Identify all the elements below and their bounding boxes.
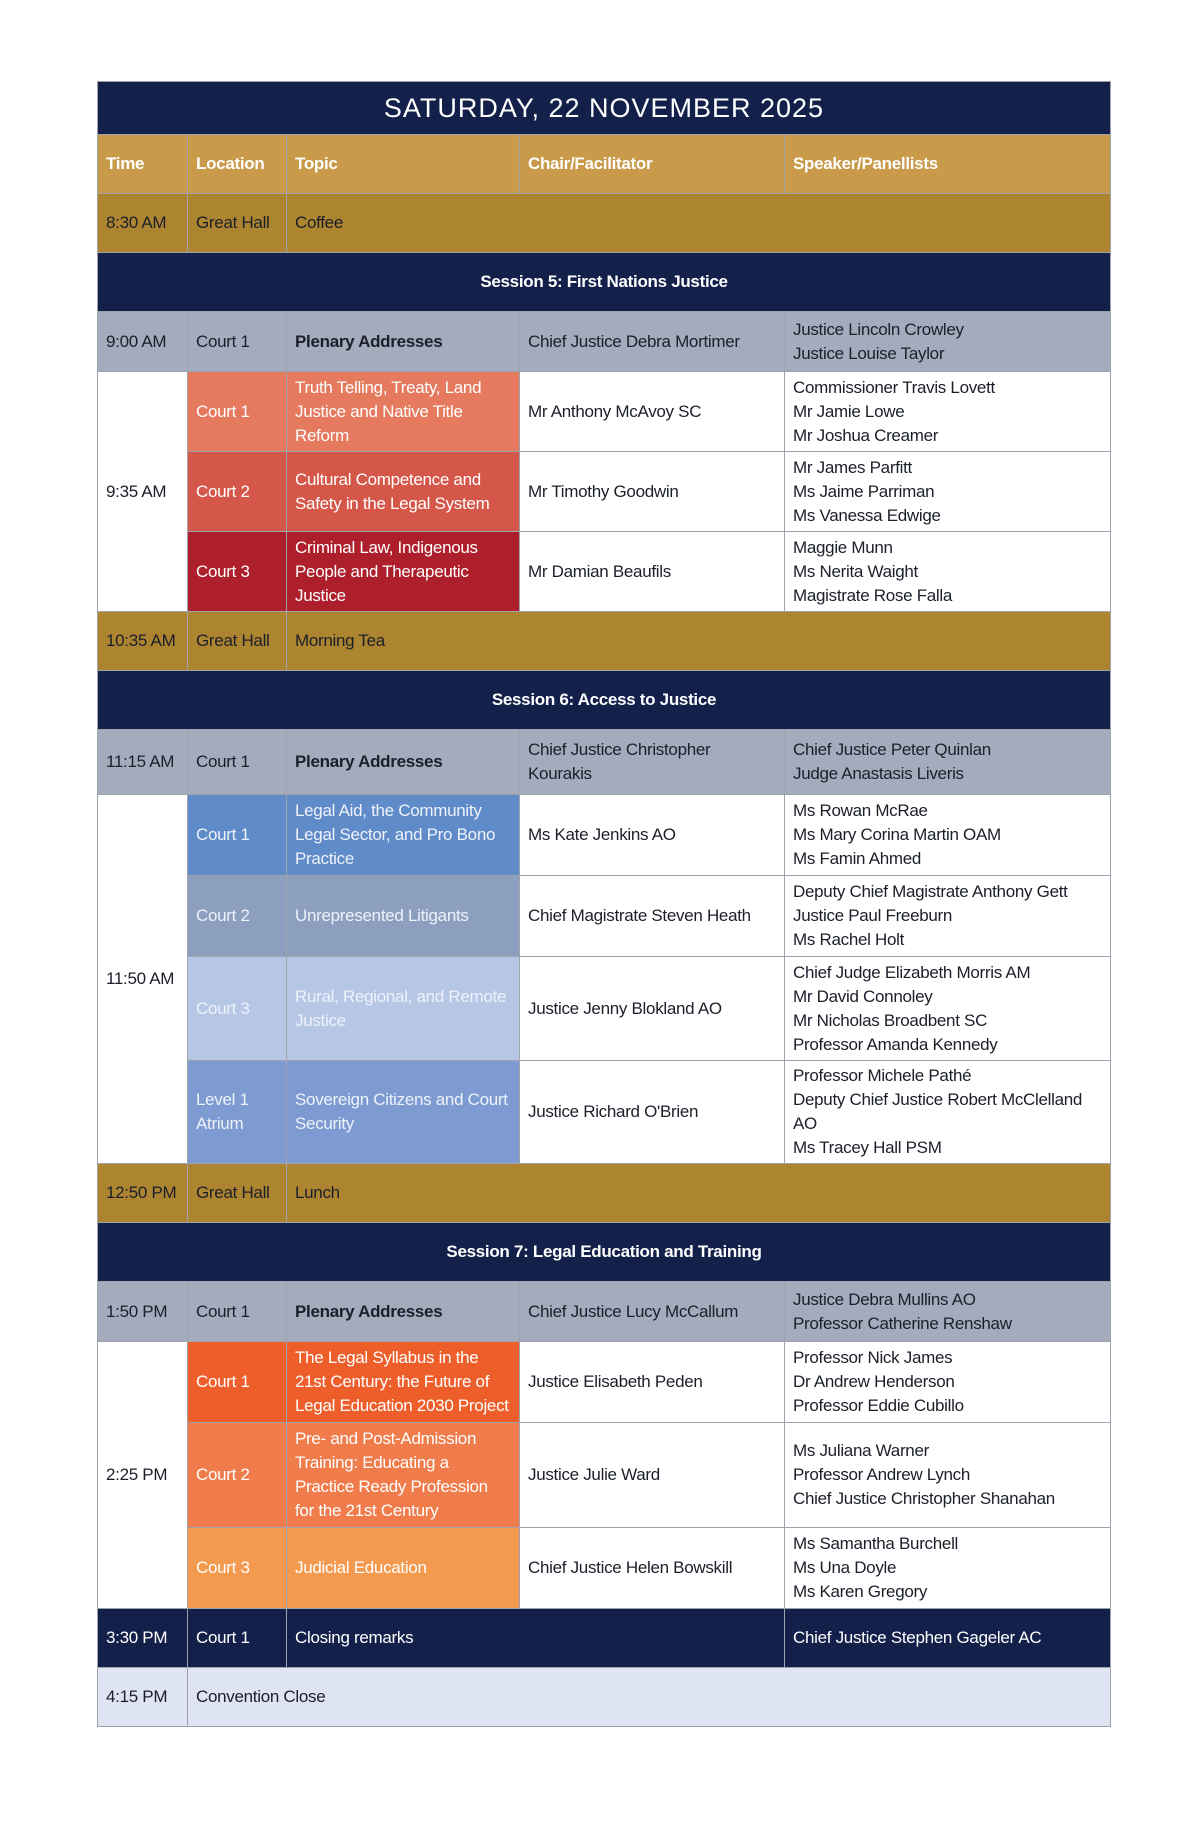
breakout-chair: Mr Timothy Goodwin — [520, 452, 785, 532]
speaker-name: Professor Andrew Lynch — [793, 1465, 971, 1484]
session7-breakout-row-2 — [98, 1423, 1111, 1528]
breakout-topic: Sovereign Citizens and Court Security — [287, 1061, 520, 1164]
speaker-name: Chief Justice Peter Quinlan — [793, 740, 991, 759]
session6-plenary-row — [98, 730, 1111, 795]
session6-header-row — [98, 671, 1111, 730]
closing-remarks-row — [98, 1609, 1111, 1668]
speaker-name: Ms Mary Corina Martin OAM — [793, 825, 1001, 844]
session5-plenary-row — [98, 312, 1111, 372]
speaker-name: Mr James Parfitt — [793, 457, 912, 477]
breakout-chair: Chief Magistrate Steven Heath — [520, 876, 785, 957]
speaker-name: Maggie Munn — [793, 537, 893, 557]
breakout-topic: Rural, Regional, and Remote Justice — [287, 957, 520, 1061]
lunch-row — [98, 1164, 1111, 1223]
speaker-name: Mr Joshua Creamer — [793, 425, 939, 445]
speaker-name: Ms Nerita Waight — [793, 561, 918, 581]
breakout-location: Court 3 — [188, 1528, 287, 1609]
breakout-location: Court 1 — [188, 795, 287, 876]
speaker-name: Professor Amanda Kennedy — [793, 1034, 998, 1054]
plenary-chair: Chief Justice Christopher Kourakis — [520, 730, 785, 795]
speaker-name: Dr Andrew Henderson — [793, 1372, 955, 1391]
plenary-chair: Chief Justice Lucy McCallum — [520, 1282, 785, 1342]
lunch-topic: Lunch — [287, 1164, 1111, 1223]
breakout-chair: Mr Damian Beaufils — [520, 532, 785, 612]
breakout-topic: Unrepresented Litigants — [287, 876, 520, 957]
closing-speaker: Chief Justice Stephen Gageler AC — [785, 1609, 1111, 1668]
column-header-location: Location — [188, 135, 287, 194]
session6-breakout-row-1 — [98, 795, 1111, 876]
session7-breakout-row-1 — [98, 1342, 1111, 1423]
speaker-name: Professor Catherine Renshaw — [793, 1313, 1012, 1333]
morning-tea-location: Great Hall — [188, 612, 287, 671]
speaker-name: Deputy Chief Justice Robert McClelland AO — [793, 1090, 1083, 1133]
plenary-speakers — [785, 730, 1111, 795]
closing-topic: Closing remarks — [287, 1609, 785, 1668]
breakout-topic: Pre- and Post-Admission Training: Educating a Practice Ready Profession for the 21st Century — [287, 1423, 520, 1528]
coffee-topic: Coffee — [287, 194, 1111, 253]
speaker-name: Justice Louise Taylor — [793, 343, 945, 363]
speaker-name: Justice Lincoln Crowley — [793, 319, 964, 339]
breakout-chair: Ms Kate Jenkins AO — [520, 795, 785, 876]
breakout-chair: Justice Richard O'Brien — [520, 1061, 785, 1164]
breakout-location: Court 1 — [188, 1342, 287, 1423]
session7-title: Session 7: Legal Education and Training — [98, 1223, 1111, 1282]
breakout-speakers — [785, 957, 1111, 1061]
speaker-name: Chief Justice Christopher Shanahan — [793, 1489, 1055, 1508]
breakout-speakers — [785, 452, 1111, 532]
breakout-speakers — [785, 1342, 1111, 1423]
session6-breakout-row-3 — [98, 957, 1111, 1061]
column-header-chair: Chair/Facilitator — [520, 135, 785, 194]
convention-close-time: 4:15 PM — [98, 1668, 188, 1727]
speaker-name: Professor Nick James — [793, 1348, 953, 1367]
session5-breakout-row-2 — [98, 452, 1111, 532]
plenary-chair: Chief Justice Debra Mortimer — [520, 312, 785, 372]
session6-title: Session 6: Access to Justice — [98, 671, 1111, 730]
lunch-time: 12:50 PM — [98, 1164, 188, 1223]
session5-header-row — [98, 253, 1111, 312]
session5-title: Session 5: First Nations Justice — [98, 253, 1111, 312]
breakout-chair: Justice Jenny Blokland AO — [520, 957, 785, 1061]
morning-tea-time: 10:35 AM — [98, 612, 188, 671]
breakout-topic: Legal Aid, the Community Legal Sector, and Pro Bono Practice — [287, 795, 520, 876]
breakout-speakers — [785, 1528, 1111, 1609]
session5-breakout-row-1 — [98, 372, 1111, 452]
speaker-name: Chief Judge Elizabeth Morris AM — [793, 962, 1031, 982]
speaker-name: Commissioner Travis Lovett — [793, 377, 995, 397]
convention-close-label: Convention Close — [188, 1668, 1111, 1727]
coffee-location: Great Hall — [188, 194, 287, 253]
plenary-time: 11:15 AM — [98, 730, 188, 795]
session7-plenary-row — [98, 1282, 1111, 1342]
speaker-name: Judge Anastasis Liveris — [793, 764, 964, 783]
breakout-topic: The Legal Syllabus in the 21st Century: the Future of Legal Education 2030 Project — [287, 1342, 520, 1423]
plenary-time: 1:50 PM — [98, 1282, 188, 1342]
speaker-name: Ms Una Doyle — [793, 1558, 897, 1577]
convention-close-row — [98, 1668, 1111, 1727]
plenary-time: 9:00 AM — [98, 312, 188, 372]
session7-breakout-row-3 — [98, 1528, 1111, 1609]
breakout-speakers — [785, 532, 1111, 612]
lunch-location: Great Hall — [188, 1164, 287, 1223]
column-header-time: Time — [98, 135, 188, 194]
morning-tea-row — [98, 612, 1111, 671]
breakout-chair: Justice Julie Ward — [520, 1423, 785, 1528]
breakout-location: Court 1 — [188, 372, 287, 452]
breakout-time: 9:35 AM — [98, 372, 188, 612]
speaker-name: Mr David Connoley — [793, 986, 933, 1006]
breakout-speakers — [785, 876, 1111, 957]
speaker-name: Ms Rowan McRae — [793, 801, 928, 820]
speaker-name: Ms Samantha Burchell — [793, 1534, 959, 1553]
plenary-speakers — [785, 1282, 1111, 1342]
session6-breakout-row-2 — [98, 876, 1111, 957]
session7-header-row — [98, 1223, 1111, 1282]
coffee-time: 8:30 AM — [98, 194, 188, 253]
plenary-speakers — [785, 312, 1111, 372]
closing-time: 3:30 PM — [98, 1609, 188, 1668]
speaker-name: Ms Vanessa Edwige — [793, 505, 941, 525]
speaker-name: Ms Juliana Warner — [793, 1441, 929, 1460]
title-row — [98, 82, 1111, 135]
breakout-speakers — [785, 1423, 1111, 1528]
speaker-name: Mr Nicholas Broadbent SC — [793, 1010, 988, 1030]
speaker-name: Mr Jamie Lowe — [793, 401, 905, 421]
closing-location: Court 1 — [188, 1609, 287, 1668]
session6-breakout-row-4 — [98, 1061, 1111, 1164]
breakout-speakers — [785, 1061, 1111, 1164]
plenary-location: Court 1 — [188, 730, 287, 795]
breakout-speakers — [785, 372, 1111, 452]
breakout-chair: Chief Justice Helen Bowskill — [520, 1528, 785, 1609]
breakout-location: Court 3 — [188, 532, 287, 612]
column-header-row — [98, 135, 1111, 194]
breakout-topic: Truth Telling, Treaty, Land Justice and Native Title Reform — [287, 372, 520, 452]
speaker-name: Justice Paul Freeburn — [793, 906, 953, 925]
speaker-name: Justice Debra Mullins AO — [793, 1289, 976, 1309]
speaker-name: Ms Rachel Holt — [793, 930, 905, 949]
morning-tea-topic: Morning Tea — [287, 612, 1111, 671]
plenary-topic: Plenary Addresses — [287, 730, 520, 795]
breakout-topic: Cultural Competence and Safety in the Legal System — [287, 452, 520, 532]
coffee-row — [98, 194, 1111, 253]
breakout-speakers — [785, 795, 1111, 876]
breakout-location: Court 3 — [188, 957, 287, 1061]
column-header-topic: Topic — [287, 135, 520, 194]
breakout-topic: Judicial Education — [287, 1528, 520, 1609]
session5-breakout-row-3 — [98, 532, 1111, 612]
breakout-time: 2:25 PM — [98, 1342, 188, 1609]
plenary-topic: Plenary Addresses — [287, 312, 520, 372]
plenary-location: Court 1 — [188, 312, 287, 372]
breakout-location: Court 2 — [188, 876, 287, 957]
breakout-chair: Mr Anthony McAvoy SC — [520, 372, 785, 452]
breakout-topic: Criminal Law, Indigenous People and Therapeutic Justice — [287, 532, 520, 612]
speaker-name: Ms Tracey Hall PSM — [793, 1138, 942, 1157]
breakout-time: 11:50 AM — [98, 795, 188, 1164]
speaker-name: Ms Jaime Parriman — [793, 481, 935, 501]
speaker-name: Ms Famin Ahmed — [793, 849, 922, 868]
column-header-speakers: Speaker/Panellists — [785, 135, 1111, 194]
speaker-name: Magistrate Rose Falla — [793, 585, 953, 605]
plenary-location: Court 1 — [188, 1282, 287, 1342]
speaker-name: Ms Karen Gregory — [793, 1582, 928, 1601]
speaker-name: Professor Michele Pathé — [793, 1066, 972, 1085]
breakout-location: Court 2 — [188, 1423, 287, 1528]
speaker-name: Deputy Chief Magistrate Anthony Gett — [793, 882, 1068, 901]
speaker-name: Professor Eddie Cubillo — [793, 1396, 964, 1415]
plenary-topic: Plenary Addresses — [287, 1282, 520, 1342]
breakout-location: Level 1 Atrium — [188, 1061, 287, 1164]
day-title: SATURDAY, 22 NOVEMBER 2025 — [98, 82, 1111, 135]
breakout-chair: Justice Elisabeth Peden — [520, 1342, 785, 1423]
breakout-location: Court 2 — [188, 452, 287, 532]
program-table — [97, 81, 1111, 1727]
